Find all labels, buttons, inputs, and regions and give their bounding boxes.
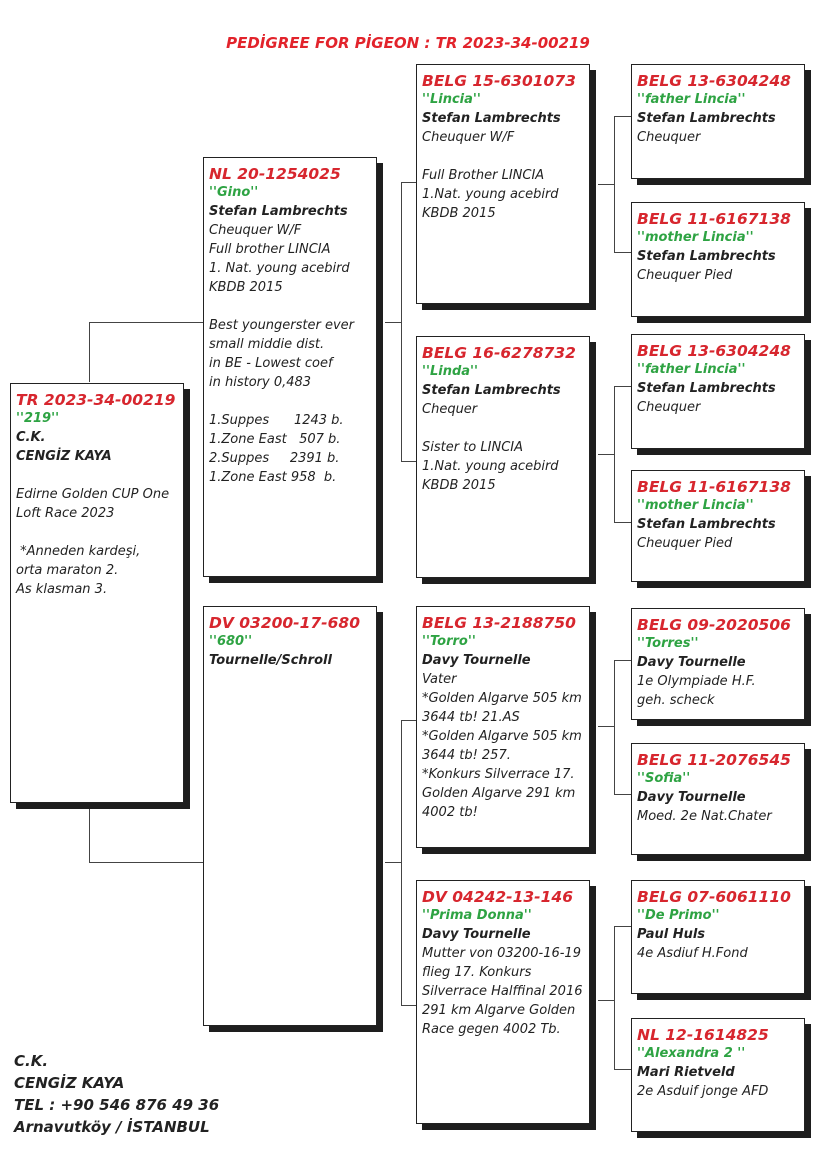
pigeon-nickname: ''Torres'' [637,636,699,651]
subject-card [10,383,184,803]
connector-line [614,522,632,523]
pigeon-info: 4e Asdiuf H.Fond [637,946,748,961]
owner-name: Stefan Lambrechts [422,383,561,398]
owner-name: Stefan Lambrechts [637,381,776,396]
connector-line [401,461,417,462]
owner-name: Mari Rietveld [637,1065,735,1080]
connector-line [385,322,401,323]
connector-line [614,386,615,523]
ring-number: BELG 13-2188750 [422,614,576,632]
connector-line [89,862,204,863]
pigeon-info: Cheuquer [637,130,701,145]
connector-line [614,386,632,387]
pigeon-info: Cheuquer Pied [637,536,733,551]
connector-line [614,116,632,117]
sire-sire-card [416,64,590,304]
connector-line [89,322,90,382]
owner-name: Davy Tournelle [637,655,746,670]
ring-number: BELG 15-6301073 [422,72,576,90]
connector-line [401,182,402,462]
owner-name: Stefan Lambrechts [209,204,348,219]
ring-number: BELG 13-6304248 [637,342,791,360]
ddd-card [631,1018,805,1132]
contact-info [14,1050,219,1138]
pigeon-nickname: ''mother Lincia'' [637,230,754,245]
pigeon-nickname: ''Torro'' [422,634,476,649]
ring-number: TR 2023-34-00219 [16,391,176,409]
pigeon-info: Cheuquer W/F Full Brother LINCIA 1.Nat. young acebird KBDB 2015 [422,130,559,221]
pigeon-nickname: ''father Lincia'' [637,92,746,107]
pigeon-info: Cheuquer Pied [637,268,733,283]
ring-number: DV 04242-13-146 [422,888,573,906]
ring-number: BELG 09-2020506 [637,616,791,634]
contact-name: CENGİZ KAYA [14,1074,125,1092]
connector-line [89,322,204,323]
pigeon-nickname: ''father Lincia'' [637,362,746,377]
pigeon-nickname: ''Lincia'' [422,92,481,107]
connector-line [614,116,615,253]
pigeon-nickname: ''Alexandra 2 '' [637,1046,746,1061]
owner-name: C.K. [16,430,46,445]
owner-name: Stefan Lambrechts [422,111,561,126]
owner-name: Tournelle/Schroll [209,653,332,668]
owner-name: Davy Tournelle [637,790,746,805]
connector-line [401,182,417,183]
pigeon-info: Edirne Golden CUP One Loft Race 2023 *Anneden kardeşi, orta maraton 2. As klasman 3. [16,487,170,597]
connector-line [614,794,632,795]
owner-name: Stefan Lambrechts [637,249,776,264]
ring-number: BELG 16-6278732 [422,344,576,362]
pigeon-nickname: ''mother Lincia'' [637,498,754,513]
contact-location: Arnavutköy / İSTANBUL [14,1118,210,1136]
owner-name: CENGİZ KAYA [16,449,112,464]
ring-number: BELG 11-6167138 [637,210,791,228]
pigeon-nickname: ''680'' [209,634,253,649]
dds-card [631,880,805,994]
ring-number: BELG 11-2076545 [637,751,791,769]
ssd-card [631,202,805,317]
dss-card [631,608,805,720]
connector-line [614,660,632,661]
owner-name: Davy Tournelle [422,927,531,942]
contact-initials: C.K. [14,1052,49,1070]
dsd-card [631,743,805,855]
ring-number: BELG 07-6061110 [637,888,791,906]
owner-name: Paul Huls [637,927,706,942]
sire-dam-card [416,336,590,578]
pigeon-nickname: ''De Primo'' [637,908,720,923]
connector-line [598,1000,614,1001]
pigeon-info: Mutter von 03200-16-19 flieg 17. Konkurs Silverrace Halffinal 2016 291 km Algarve Golden Race gegen 4002 Tb. [422,946,583,1037]
pigeon-info: Cheuquer W/F Full brother LINCIA 1. Nat. young acebird KBDB 2015 Best youngerster ever small middie dist. in BE - Lowest coef in history 0,483 1.Suppes 1243 b. 1.Zone East 507 b. 2.Suppes 2391 b. 1.Zone East 958 b. [209,223,355,485]
pigeon-nickname: ''Sofia'' [637,771,691,786]
pigeon-nickname: ''Linda'' [422,364,478,379]
pigeon-info: Chequer Sister to LINCIA 1.Nat. young acebird KBDB 2015 [422,402,559,493]
pigeon-nickname: ''Gino'' [209,185,259,200]
dam-sire-card [416,606,590,848]
connector-line [614,926,615,1070]
owner-name: Davy Tournelle [422,653,531,668]
sire-card [203,157,377,577]
sdd-card [631,470,805,582]
connector-line [614,926,632,927]
connector-line [614,660,615,795]
connector-line [89,808,90,863]
pigeon-info: 2e Asduif jonge AFD [637,1084,769,1099]
ring-number: BELG 11-6167138 [637,478,791,496]
connector-line [614,252,632,253]
connector-line [385,862,401,863]
connector-line [598,184,614,185]
sss-card [631,64,805,179]
pigeon-info: 1e Olympiade H.F. geh. scheck [637,674,756,708]
connector-line [614,1069,632,1070]
connector-line [598,726,614,727]
page-title: PEDİGREE FOR PİGEON : TR 2023-34-00219 [226,34,590,52]
ring-number: NL 20-1254025 [209,165,341,183]
owner-name: Stefan Lambrechts [637,111,776,126]
pigeon-info: Vater *Golden Algarve 505 km 3644 tb! 21.AS *Golden Algarve 505 km 3644 tb! 257. *Konkurs Silverrace 17. Golden Algarve 291 km 4002 tb! [422,672,582,820]
owner-name: Stefan Lambrechts [637,517,776,532]
connector-line [401,1005,417,1006]
contact-phone: TEL : +90 546 876 49 36 [14,1096,220,1114]
connector-line [598,454,614,455]
pigeon-nickname: ''Prima Donna'' [422,908,532,923]
dam-card [203,606,377,1026]
connector-line [401,720,417,721]
pigeon-nickname: ''219'' [16,411,60,426]
ring-number: NL 12-1614825 [637,1026,769,1044]
sds-card [631,334,805,449]
pigeon-info: Cheuquer [637,400,701,415]
ring-number: BELG 13-6304248 [637,72,791,90]
ring-number: DV 03200-17-680 [209,614,360,632]
dam-dam-card [416,880,590,1124]
connector-line [401,720,402,1006]
pigeon-info: Moed. 2e Nat.Chater [637,809,772,824]
